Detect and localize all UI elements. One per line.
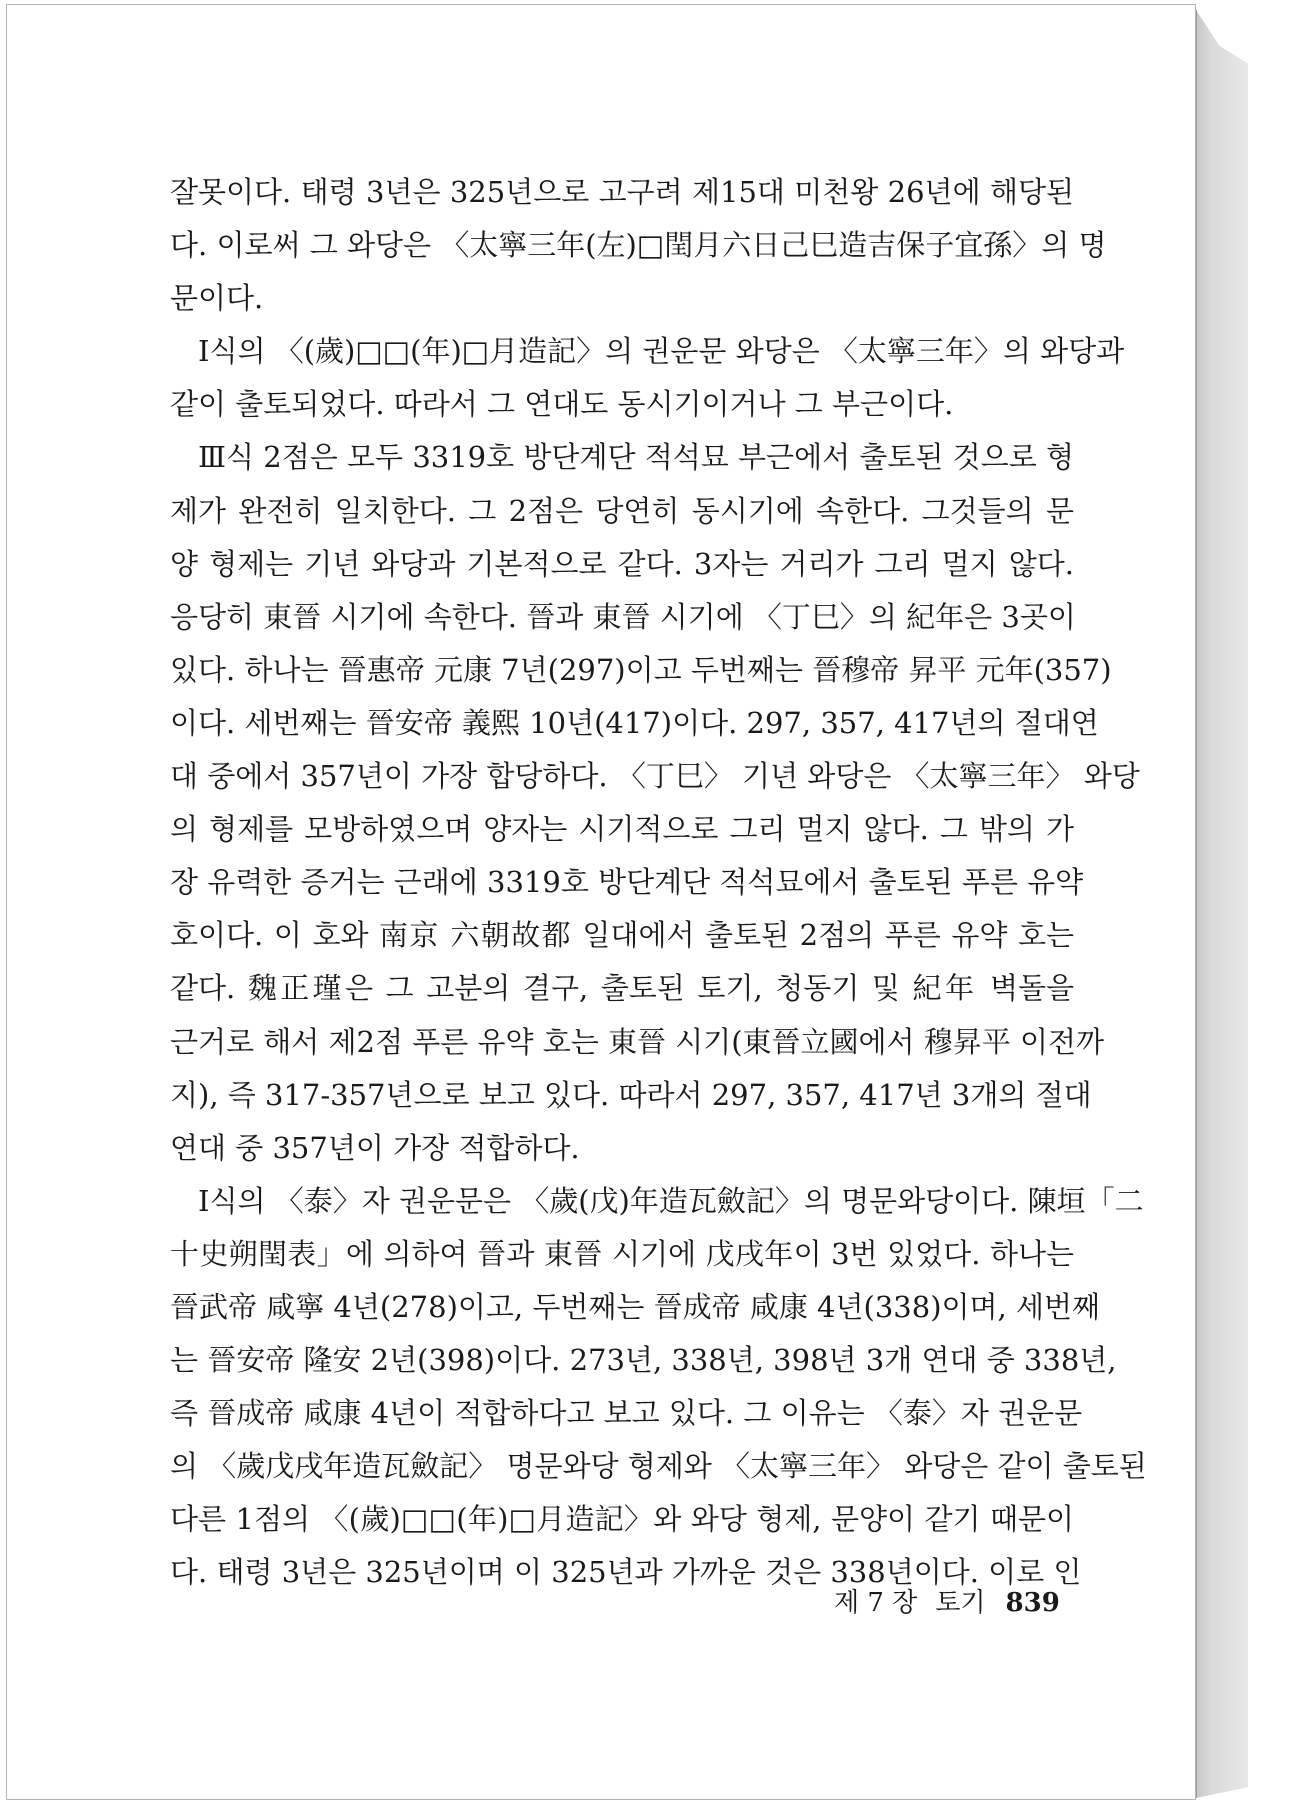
text-line: 대 중에서 357년이 가장 합당하다. 〈丁巳〉 기년 와당은 〈太寧三年〉 와당 [170,759,1140,794]
text-line: 호이다. 이 호와 南京 六朝故都 일대에서 출토된 2점의 푸른 유약 호는 [170,918,1074,953]
text-line: 양 형제는 기년 와당과 기본적으로 같다. 3자는 거리가 그리 멀지 않다. [170,546,1074,581]
text-line: 응당히 東晉 시기에 속한다. 晉과 東晉 시기에 〈丁巳〉의 紀年은 3곳이 [170,599,1076,634]
text-line: 연대 중 357년이 가장 적합하다. [170,1130,580,1165]
page-footer [834,1582,1060,1619]
text-line: 다른 1점의 〈(歲)□□(年)□月造記〉와 와당 형제, 문양이 같기 때문이 [170,1502,1074,1537]
text-line: 제가 완전히 일치한다. 그 2점은 당연히 동시기에 속한다. 그것들의 문 [170,493,1074,528]
text-line: 十史朔閏表」에 의하여 晉과 東晉 시기에 戊戌年이 3번 있었다. 하나는 [170,1236,1074,1271]
page-edge-line [1196,10,1197,1798]
chapter-title: 토기 [935,1588,986,1618]
text-line: 즉 晉成帝 咸康 4년이 적합하다고 보고 있다. 그 이유는 〈泰〉자 권운문 [170,1396,1083,1431]
chapter-label: 제 7 장 [834,1588,918,1618]
text-line: 잘못이다. 태령 3년은 325년으로 고구려 제15대 미천왕 26년에 해당된 [170,175,1074,209]
paragraph-start-line: Ⅰ식의 〈(歲)□□(年)□月造記〉의 권운문 와당은 〈太寧三年〉의 와당과 [198,334,1125,369]
page-edge-shadow [1196,10,1248,1798]
body-text [170,166,1147,1600]
text-line: 있다. 하나는 晉惠帝 元康 7년(297)이고 두번째는 晉穆帝 昇平 元年(357) [170,652,1112,687]
paragraph-start-line: Ⅰ식의 〈泰〉자 권운문은 〈歲(戊)年造瓦斂記〉의 명문와당이다. 陳垣「二 [198,1183,1144,1218]
text-line: 의 〈歲戊戌年造瓦斂記〉 명문와당 형제와 〈太寧三年〉 와당은 같이 출토된 [170,1449,1147,1484]
text-line: 는 晉安帝 隆安 2년(398)이다. 273년, 338년, 398년 3개 연대 중 338년, [170,1343,1117,1378]
text-line: 다. 태령 3년은 325년이며 이 325년과 가까운 것은 338년이다. 이로 인 [170,1555,1082,1590]
paragraph-start-line: Ⅲ식 2점은 모두 3319호 방단계단 적석묘 부근에서 출토된 것으로 형 [198,440,1074,475]
text-line: 근거로 해서 제2점 푸른 유약 호는 東晉 시기(東晉立國에서 穆昇平 이전까 [170,1024,1105,1059]
text-line: 다. 이로써 그 와당은 〈太寧三年(左)□閏月六日己巳造吉保子宜孫〉의 명 [170,228,1107,263]
text-line: 장 유력한 증거는 근래에 3319호 방단계단 적석묘에서 출토된 푸른 유약 [170,865,1084,900]
text-line: 의 형제를 모방하였으며 양자는 시기적으로 그리 멀지 않다. 그 밖의 가 [170,812,1074,847]
text-line: 晉武帝 咸寧 4년(278)이고, 두번째는 晉成帝 咸康 4년(338)이며, 세번째 [170,1289,1101,1324]
text-line: 문이다. [170,281,264,316]
text-line: 지), 즉 317-357년으로 보고 있다. 따라서 297, 357, 417년 3개의 절대 [170,1077,1092,1112]
text-line: 같다. 魏正瑾은 그 고분의 결구, 출토된 토기, 청동기 및 紀年 벽돌을 [170,971,1074,1006]
text-line: 이다. 세번째는 晉安帝 義熙 10년(417)이다. 297, 357, 417년의 절대연 [170,705,1099,740]
text-line: 같이 출토되었다. 따라서 그 연대도 동시기이거나 그 부근이다. [170,387,954,422]
page-number: 839 [1005,1588,1060,1618]
